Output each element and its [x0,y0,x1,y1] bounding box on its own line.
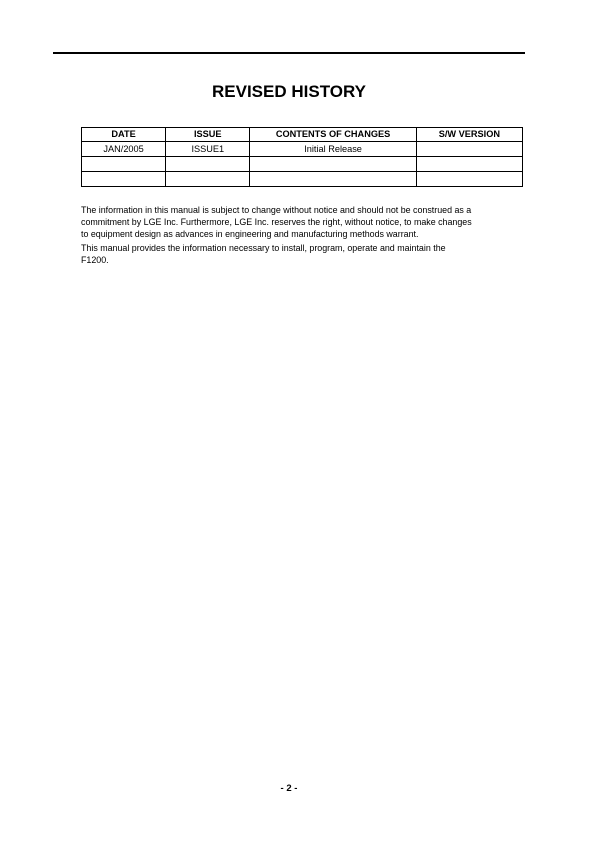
column-header-issue: ISSUE [166,128,250,142]
cell-sw-version [416,172,522,187]
cell-contents-of-changes [250,157,416,172]
table-header-row [82,128,523,142]
disclaimer-line: commitment by LGE Inc. Furthermore, LGE Inc. reserves the right, without notice, to make changes [81,217,472,227]
column-header-sw-version: S/W VERSION [416,128,522,142]
cell-sw-version [416,142,522,157]
body-text [81,204,526,266]
page-number: - 2 - [280,783,298,794]
table-row [82,157,523,172]
header-rule [53,52,525,54]
table-row [82,142,523,157]
cell-issue [166,157,250,172]
revision-history-table [81,127,523,187]
table-row [82,172,523,187]
cell-contents-of-changes [250,172,416,187]
column-header-date: DATE [82,128,166,142]
cell-date [82,172,166,187]
cell-issue [166,172,250,187]
cell-date [82,157,166,172]
purpose-line: F1200. [81,255,109,265]
cell-contents-of-changes: Initial Release [250,142,416,157]
column-header-contents-of-changes: CONTENTS OF CHANGES [250,128,416,142]
purpose-line: This manual provides the information necessary to install, program, operate and maintain the [81,243,446,253]
disclaimer-paragraph [81,204,526,240]
disclaimer-line: to equipment design as advances in engineering and manufacturing methods warrant. [81,229,419,239]
disclaimer-line: The information in this manual is subject to change without notice and should not be construed as a [81,205,472,215]
cell-issue: ISSUE1 [166,142,250,157]
purpose-paragraph [81,242,526,266]
cell-date: JAN/2005 [82,142,166,157]
cell-sw-version [416,157,522,172]
page-title: REVISED HISTORY [212,82,366,101]
